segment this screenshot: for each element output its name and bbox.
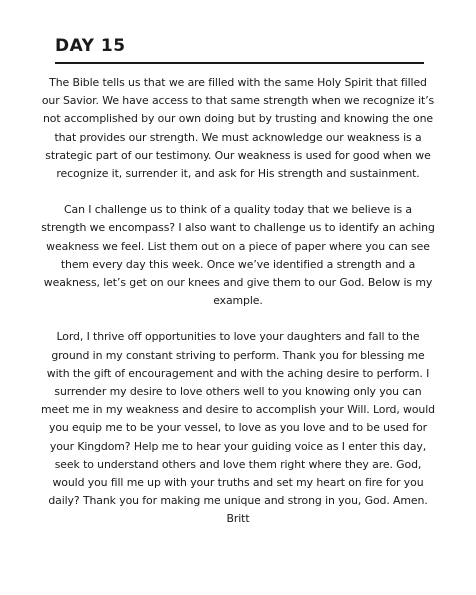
heading-divider xyxy=(55,62,424,64)
signature: Britt xyxy=(226,512,250,526)
prayer-text: Lord, I thrive off opportunities to love your daughters and fall to the ground in my constant striving to perform. Thank you for blessing me with the gift of encouragement and with the aching desire to perform. I surrender my desire to love others well to you knowing only you can meet me in my weakness and desire to accomplish your Will. Lord, would you equip me to be your vessel, to love as you love and to be used for your Kingdom? Help me to hear your guiding voice as I enter this day, seek to understand others and love them right where they are. God, would you fill me up with your truths and set my heart on fire for you daily? Thank you for making me unique and strong in you, God. Amen. xyxy=(41,330,435,508)
paragraph-prayer xyxy=(40,328,436,528)
devotional-body xyxy=(40,74,436,529)
paragraph-challenge: Can I challenge us to think of a quality today that we believe is a strength we encompass? I also want to challenge us to identify an aching weakness we feel. List them out on a piece of paper where you can see them every day this week. Once we’ve identified a strength and a weakness, let’s get on our knees and give them to our God. Below is my example. xyxy=(41,203,435,308)
paragraph-reflection: The Bible tells us that we are filled with the same Holy Spirit that filled our Savior. We have access to that same strength when we recognize it’s not accomplished by our own doing but by trusting and knowing the one that provides our strength. We must acknowledge our weakness is a strategic part of our testimony. Our weakness is used for good when we recognize it, surrender it, and ask for His strength and sustainment. xyxy=(41,76,435,181)
day-heading: DAY 15 xyxy=(55,36,126,56)
